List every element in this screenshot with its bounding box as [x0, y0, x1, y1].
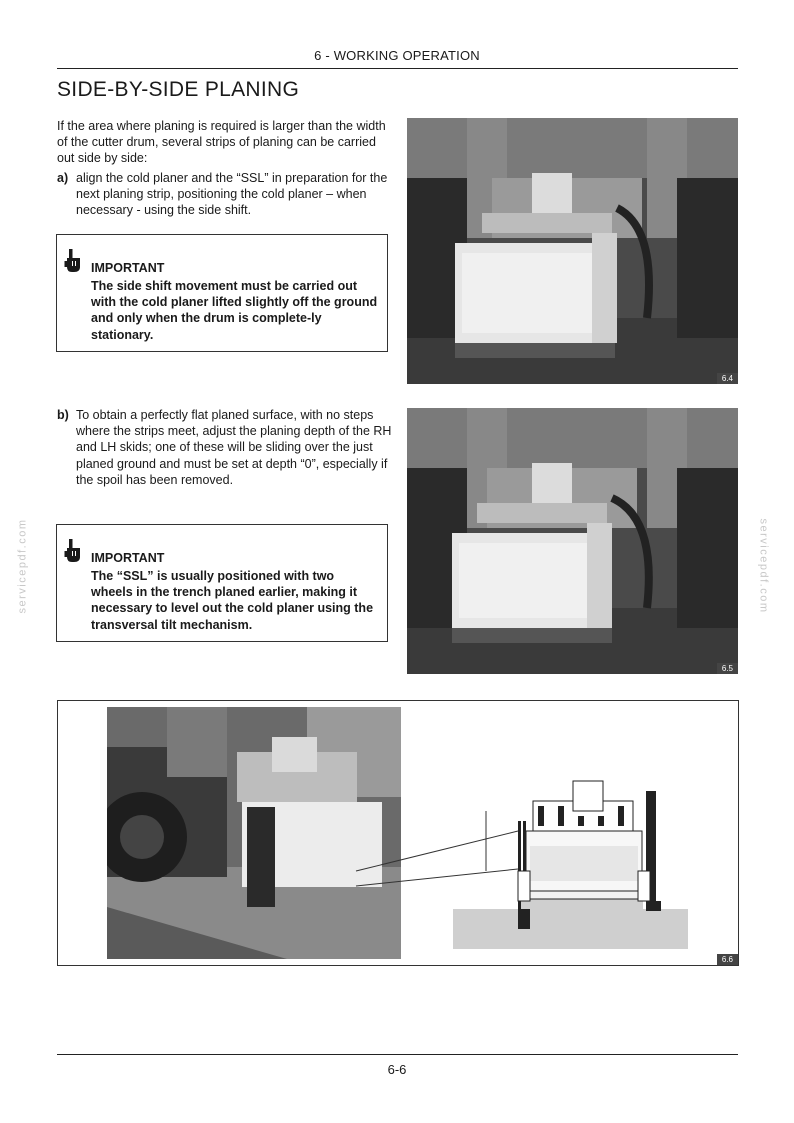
figure-box-6-6	[57, 700, 739, 966]
figure-label-6-4: 6.4	[717, 373, 738, 384]
important-box-2	[56, 524, 388, 642]
step-a-text: align the cold planer and the “SSL” in preparation for the next planing strip, positioning the cold planer – when necessary - using the side shift.	[76, 171, 388, 218]
cold-planer-photo-graphic	[407, 118, 738, 384]
watermark-right: servicepdf.com	[757, 518, 770, 614]
footer-rule	[57, 1054, 738, 1055]
important-text-2: The “SSL” is usually positioned with two wheels in the trench planed earlier, making it necessary to level out the cold planer using the transversal tilt mechanism.	[91, 569, 374, 632]
figure-label-6-6: 6.6	[717, 954, 738, 965]
important-box-1	[56, 234, 388, 352]
pointing-hand-icon	[64, 539, 84, 563]
intro-paragraph: If the area where planing is required is larger than the width of the cutter drum, several strips of planing can be carried out side by side:	[57, 119, 386, 166]
section-header: 6 - WORKING OPERATION	[314, 48, 480, 63]
figure-label-6-5: 6.5	[717, 663, 738, 674]
page-number: 6-6	[387, 1062, 407, 1077]
important-title-2: IMPORTANT	[91, 551, 165, 565]
photo-cold-planer-1	[407, 118, 738, 384]
cold-planer-photo-graphic	[407, 408, 738, 674]
important-text-1: The side shift movement must be carried out with the cold planer lifted slightly off the ground and only when the drum is complete-ly stationary.	[91, 279, 378, 342]
page-title: SIDE-BY-SIDE PLANING	[57, 78, 300, 101]
step-a	[57, 170, 392, 220]
step-b-text: To obtain a perfectly flat planed surface, with no steps where the strips meet, adjust the planing depth of the RH and LH skids; one of these will be sliding over the just planed ground and must be set at depth “0”, especially if the spoil has been removed.	[76, 408, 392, 487]
step-a-label: a)	[57, 171, 69, 185]
photo-cold-planer-2	[407, 408, 738, 674]
step-b-label: b)	[57, 408, 69, 422]
callout-lines	[58, 701, 738, 965]
pointing-hand-icon	[64, 249, 84, 273]
step-b	[57, 407, 392, 492]
watermark-left: servicepdf.com	[16, 518, 29, 614]
header-rule	[57, 68, 738, 69]
important-title-1: IMPORTANT	[91, 261, 165, 275]
